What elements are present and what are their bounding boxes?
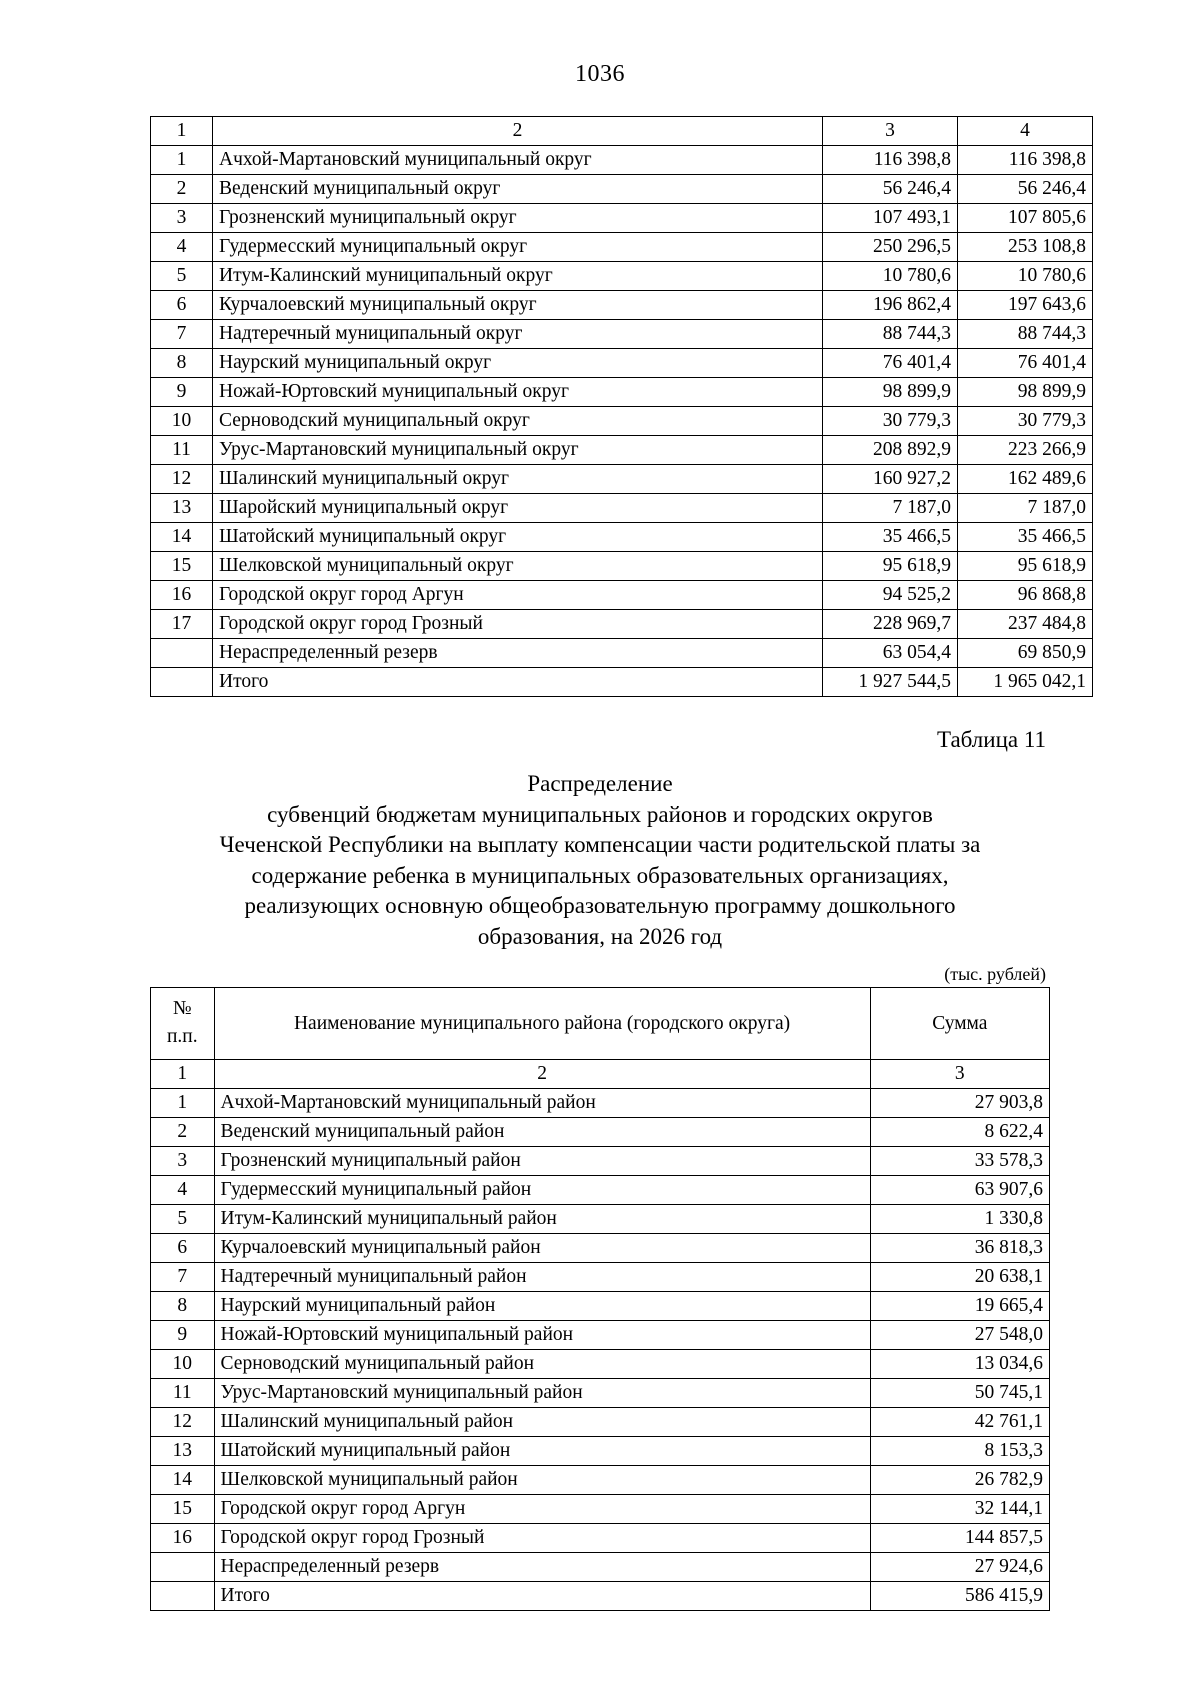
row-name: Веденский муниципальный район	[214, 1118, 870, 1147]
row-value-col4: 30 779,3	[958, 407, 1093, 436]
row-value-col3: 10 780,6	[823, 262, 958, 291]
row-name: Надтеречный муниципальный район	[214, 1263, 870, 1292]
row-number: 5	[151, 262, 213, 291]
subventions-2026-table	[150, 987, 1050, 1611]
row-number: 9	[151, 1321, 215, 1350]
row-number: 16	[151, 581, 213, 610]
row-number: 17	[151, 610, 213, 639]
row-number: 15	[151, 1495, 215, 1524]
row-number: 11	[151, 1379, 215, 1408]
table-row	[151, 1176, 1050, 1205]
table-row	[151, 436, 1093, 465]
row-number: 6	[151, 1234, 215, 1263]
table-row	[151, 1350, 1050, 1379]
table-1-column-number-row	[151, 117, 1093, 146]
row-number: 7	[151, 320, 213, 349]
table-row	[151, 465, 1093, 494]
row-value-sum: 50 745,1	[870, 1379, 1049, 1408]
row-value-sum: 63 907,6	[870, 1176, 1049, 1205]
row-value-col3: 35 466,5	[823, 523, 958, 552]
row-value-sum: 586 415,9	[870, 1582, 1049, 1611]
row-value-col4: 223 266,9	[958, 436, 1093, 465]
table-row	[151, 494, 1093, 523]
table-row	[151, 1292, 1050, 1321]
page-number: 1036	[575, 61, 625, 87]
table-row	[151, 262, 1093, 291]
table-row-total	[151, 668, 1093, 697]
table-2-column-number-row	[151, 1060, 1050, 1089]
table-2-header-sum: Сумма	[870, 988, 1049, 1060]
row-value-col4: 1 965 042,1	[958, 668, 1093, 697]
row-value-sum: 1 330,8	[870, 1205, 1049, 1234]
table-1-colnum-2: 2	[213, 117, 823, 146]
row-number: 14	[151, 523, 213, 552]
table-row	[151, 146, 1093, 175]
table-row	[151, 204, 1093, 233]
table-row	[151, 1147, 1050, 1176]
table-row-reserve	[151, 1553, 1050, 1582]
table-2-colnum-2: 2	[214, 1060, 870, 1089]
row-value-col4: 116 398,8	[958, 146, 1093, 175]
row-name: Итого	[213, 668, 823, 697]
table-2-header-no	[151, 988, 215, 1060]
table-row	[151, 378, 1093, 407]
row-value-sum: 13 034,6	[870, 1350, 1049, 1379]
row-value-col3: 56 246,4	[823, 175, 958, 204]
row-value-col3: 7 187,0	[823, 494, 958, 523]
row-value-sum: 27 548,0	[870, 1321, 1049, 1350]
row-value-col3: 160 927,2	[823, 465, 958, 494]
table-row	[151, 349, 1093, 378]
table-row	[151, 1234, 1050, 1263]
row-number: 4	[151, 233, 213, 262]
section-title	[150, 769, 1050, 952]
row-value-col3: 98 899,9	[823, 378, 958, 407]
row-value-col3: 250 296,5	[823, 233, 958, 262]
row-number: 2	[151, 175, 213, 204]
row-value-col4: 7 187,0	[958, 494, 1093, 523]
row-number: 1	[151, 1089, 215, 1118]
subventions-2025-table	[150, 116, 1093, 697]
table-1-colnum-3: 3	[823, 117, 958, 146]
row-number: 5	[151, 1205, 215, 1234]
row-number: 6	[151, 291, 213, 320]
row-value-col4: 197 643,6	[958, 291, 1093, 320]
table-row	[151, 407, 1093, 436]
row-name: Ачхой-Мартановский муниципальный район	[214, 1089, 870, 1118]
row-number: 8	[151, 349, 213, 378]
table-2-header-no-line1: №	[172, 998, 192, 1020]
row-value-sum: 27 903,8	[870, 1089, 1049, 1118]
table-2-header-no-line2: п.п.	[166, 1026, 198, 1048]
row-number: 9	[151, 378, 213, 407]
row-name: Наурский муниципальный район	[214, 1292, 870, 1321]
row-number: 13	[151, 1437, 215, 1466]
row-value-col4: 76 401,4	[958, 349, 1093, 378]
row-number: 12	[151, 1408, 215, 1437]
table-row	[151, 581, 1093, 610]
row-name: Шатойский муниципальный округ	[213, 523, 823, 552]
row-name: Надтеречный муниципальный округ	[213, 320, 823, 349]
row-name: Серноводский муниципальный район	[214, 1350, 870, 1379]
row-value-sum: 19 665,4	[870, 1292, 1049, 1321]
table-1-colnum-1: 1	[151, 117, 213, 146]
row-value-sum: 26 782,9	[870, 1466, 1049, 1495]
row-value-col4: 162 489,6	[958, 465, 1093, 494]
table-row	[151, 1379, 1050, 1408]
table-2-colnum-3: 3	[870, 1060, 1049, 1089]
table-row	[151, 291, 1093, 320]
row-value-col3: 208 892,9	[823, 436, 958, 465]
row-name: Курчалоевский муниципальный район	[214, 1234, 870, 1263]
row-value-col3: 1 927 544,5	[823, 668, 958, 697]
row-value-col4: 253 108,8	[958, 233, 1093, 262]
title-line-4: содержание ребенка в муниципальных образовательных организациях,	[251, 862, 949, 888]
row-value-col4: 56 246,4	[958, 175, 1093, 204]
table-row-total	[151, 1582, 1050, 1611]
row-name: Городской округ город Грозный	[213, 610, 823, 639]
row-value-col4: 96 868,8	[958, 581, 1093, 610]
row-name: Гудермесский муниципальный район	[214, 1176, 870, 1205]
table-2-colnum-1: 1	[151, 1060, 215, 1089]
row-value-sum: 42 761,1	[870, 1408, 1049, 1437]
row-name: Урус-Мартановский муниципальный округ	[213, 436, 823, 465]
row-number	[151, 668, 213, 697]
row-name: Веденский муниципальный округ	[213, 175, 823, 204]
units-note: (тыс. рублей)	[944, 964, 1046, 985]
row-name: Шелковской муниципальный округ	[213, 552, 823, 581]
row-value-sum: 33 578,3	[870, 1147, 1049, 1176]
row-number: 2	[151, 1118, 215, 1147]
table-row	[151, 1437, 1050, 1466]
row-name: Итого	[214, 1582, 870, 1611]
table-row	[151, 1408, 1050, 1437]
row-value-col3: 228 969,7	[823, 610, 958, 639]
row-number: 7	[151, 1263, 215, 1292]
row-name: Нераспределенный резерв	[213, 639, 823, 668]
row-value-col3: 63 054,4	[823, 639, 958, 668]
row-number: 3	[151, 1147, 215, 1176]
row-value-col3: 95 618,9	[823, 552, 958, 581]
row-number: 8	[151, 1292, 215, 1321]
row-name: Шаройский муниципальный округ	[213, 494, 823, 523]
row-number: 10	[151, 407, 213, 436]
row-number: 14	[151, 1466, 215, 1495]
row-value-col3: 94 525,2	[823, 581, 958, 610]
row-value-col4: 95 618,9	[958, 552, 1093, 581]
row-name: Итум-Калинский муниципальный район	[214, 1205, 870, 1234]
row-value-col3: 30 779,3	[823, 407, 958, 436]
table-1-colnum-4: 4	[958, 117, 1093, 146]
row-value-col4: 107 805,6	[958, 204, 1093, 233]
row-number: 15	[151, 552, 213, 581]
row-number: 16	[151, 1524, 215, 1553]
row-name: Городской округ город Аргун	[214, 1495, 870, 1524]
row-name: Грозненский муниципальный округ	[213, 204, 823, 233]
row-name: Серноводский муниципальный округ	[213, 407, 823, 436]
table-row	[151, 1263, 1050, 1292]
row-value-col3: 107 493,1	[823, 204, 958, 233]
row-name: Нераспределенный резерв	[214, 1553, 870, 1582]
row-name: Урус-Мартановский муниципальный район	[214, 1379, 870, 1408]
table-2-body	[151, 988, 1050, 1611]
row-value-sum: 32 144,1	[870, 1495, 1049, 1524]
table-row	[151, 175, 1093, 204]
row-name: Ножай-Юртовский муниципальный округ	[213, 378, 823, 407]
row-name: Городской округ город Аргун	[213, 581, 823, 610]
row-number: 12	[151, 465, 213, 494]
row-name: Ачхой-Мартановский муниципальный округ	[213, 146, 823, 175]
table-row	[151, 1118, 1050, 1147]
row-value-col3: 88 744,3	[823, 320, 958, 349]
row-value-col4: 88 744,3	[958, 320, 1093, 349]
row-name: Городской округ город Грозный	[214, 1524, 870, 1553]
title-line-3: Чеченской Республики на выплату компенсации части родительской платы за	[219, 832, 981, 858]
row-value-sum: 36 818,3	[870, 1234, 1049, 1263]
row-number: 10	[151, 1350, 215, 1379]
table-row	[151, 1321, 1050, 1350]
title-line-5: реализующих основную общеобразовательную программу дошкольного	[244, 893, 956, 919]
row-value-col3: 196 862,4	[823, 291, 958, 320]
row-name: Наурский муниципальный округ	[213, 349, 823, 378]
row-value-sum: 144 857,5	[870, 1524, 1049, 1553]
row-value-col3: 116 398,8	[823, 146, 958, 175]
row-value-col4: 10 780,6	[958, 262, 1093, 291]
table-row	[151, 320, 1093, 349]
table-row	[151, 1495, 1050, 1524]
row-name: Итум-Калинский муниципальный округ	[213, 262, 823, 291]
row-name: Шелковской муниципальный район	[214, 1466, 870, 1495]
row-value-col4: 69 850,9	[958, 639, 1093, 668]
row-name: Гудермесский муниципальный округ	[213, 233, 823, 262]
table-row	[151, 1205, 1050, 1234]
row-number: 3	[151, 204, 213, 233]
row-name: Шалинский муниципальный округ	[213, 465, 823, 494]
row-number	[151, 1553, 215, 1582]
row-number	[151, 1582, 215, 1611]
table-row	[151, 1089, 1050, 1118]
row-number: 13	[151, 494, 213, 523]
table-row	[151, 552, 1093, 581]
table-label: Таблица 11	[936, 727, 1046, 752]
row-name: Курчалоевский муниципальный округ	[213, 291, 823, 320]
row-number: 1	[151, 146, 213, 175]
row-value-col4: 237 484,8	[958, 610, 1093, 639]
row-name: Грозненский муниципальный район	[214, 1147, 870, 1176]
title-line-1: Распределение	[527, 771, 673, 796]
row-name: Шалинский муниципальный район	[214, 1408, 870, 1437]
table-2-header-name: Наименование муниципального района (городского округа)	[214, 988, 870, 1060]
table-row	[151, 610, 1093, 639]
row-number: 4	[151, 1176, 215, 1205]
row-number: 11	[151, 436, 213, 465]
row-name: Ножай-Юртовский муниципальный район	[214, 1321, 870, 1350]
table-row	[151, 233, 1093, 262]
table-row	[151, 523, 1093, 552]
row-value-sum: 8 153,3	[870, 1437, 1049, 1466]
title-line-6: образования, на 2026 год	[477, 923, 723, 949]
table-row-reserve	[151, 639, 1093, 668]
row-value-sum: 27 924,6	[870, 1553, 1049, 1582]
row-value-sum: 8 622,4	[870, 1118, 1049, 1147]
row-name: Шатойский муниципальный район	[214, 1437, 870, 1466]
row-value-col4: 98 899,9	[958, 378, 1093, 407]
row-value-sum: 20 638,1	[870, 1263, 1049, 1292]
table-row	[151, 1466, 1050, 1495]
table-2-header-row	[151, 988, 1050, 1060]
row-value-col4: 35 466,5	[958, 523, 1093, 552]
row-value-col3: 76 401,4	[823, 349, 958, 378]
table-row	[151, 1524, 1050, 1553]
table-1-body	[151, 117, 1093, 697]
row-number	[151, 639, 213, 668]
title-line-2: субвенций бюджетам муниципальных районов и городских округов	[267, 801, 933, 827]
